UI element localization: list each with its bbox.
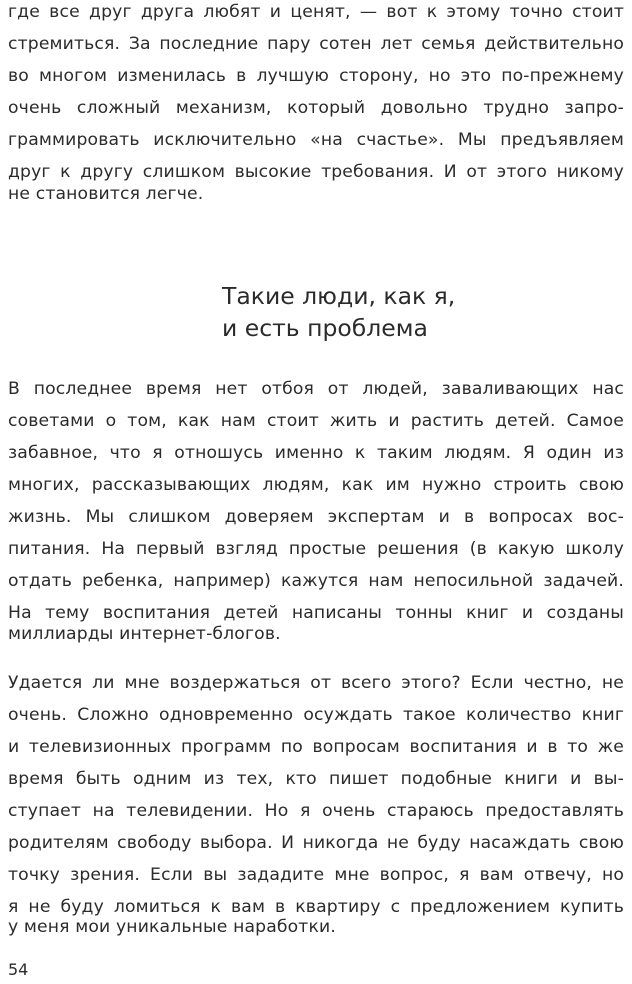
text-line: ступает на телевидении. Но я очень стараюсь предоставлять <box>8 801 624 821</box>
text-line: я не буду ломиться к вам в квартиру с предложением купить <box>8 897 624 917</box>
text-line: жизнь. Мы слишком доверяем экспертам и в вопросах вос- <box>8 507 624 527</box>
text-line: На тему воспитания детей написаны тонны книг и созданы <box>8 603 624 623</box>
text-line: питания. На первый взгляд простые решения (в какую школу <box>8 539 624 559</box>
heading-line: Такие люди, как я, <box>222 282 456 310</box>
text-line: точку зрения. Если вы зададите мне вопрос, я вам отвечу, но <box>8 865 624 885</box>
text-line: миллиарды интернет-блогов. <box>8 624 281 644</box>
text-line: многих, рассказывающих людям, как им нужно строить свою <box>8 475 624 495</box>
text-line: граммировать исключительно «на счастье». Мы предъявляем <box>8 130 624 150</box>
page-number: 54 <box>8 960 29 979</box>
text-line: отдать ребенка, например) кажутся нам непосильной задачей. <box>8 571 624 591</box>
text-line: во многом изменилась в лучшую сторону, но это по-прежнему <box>8 66 624 86</box>
text-line: очень. Сложно одновременно осуждать такое количество книг <box>8 705 624 725</box>
text-line: у меня мои уникальные наработки. <box>8 917 336 937</box>
text-line: не становится легче. <box>8 184 204 204</box>
text-line: друг к другу слишком высокие требования. И от этого никому <box>8 162 624 182</box>
text-line: родителям свободу выбора. И никогда не буду насаждать свою <box>8 833 624 853</box>
text-line: где все друг друга любят и ценят, — вот к этому точно стоит <box>8 2 624 22</box>
text-line: и телевизионных программ по вопросам воспитания и в то же <box>8 737 624 757</box>
text-line: Удается ли мне воздержаться от всего этого? Если честно, не <box>8 673 624 693</box>
text-line: стремиться. За последние пару сотен лет семья действительно <box>8 34 624 54</box>
text-line: В последнее время нет отбоя от людей, заваливающих нас <box>8 379 624 399</box>
text-line: забавное, что я отношусь именно к таким людям. Я один из <box>8 443 624 463</box>
heading-line: и есть проблема <box>222 314 428 342</box>
text-line: время быть одним из тех, кто пишет подобные книги и вы- <box>8 769 624 789</box>
text-line: очень сложный механизм, который довольно трудно запро- <box>8 98 624 118</box>
text-line: советами о том, как нам стоит жить и растить детей. Самое <box>8 411 624 431</box>
